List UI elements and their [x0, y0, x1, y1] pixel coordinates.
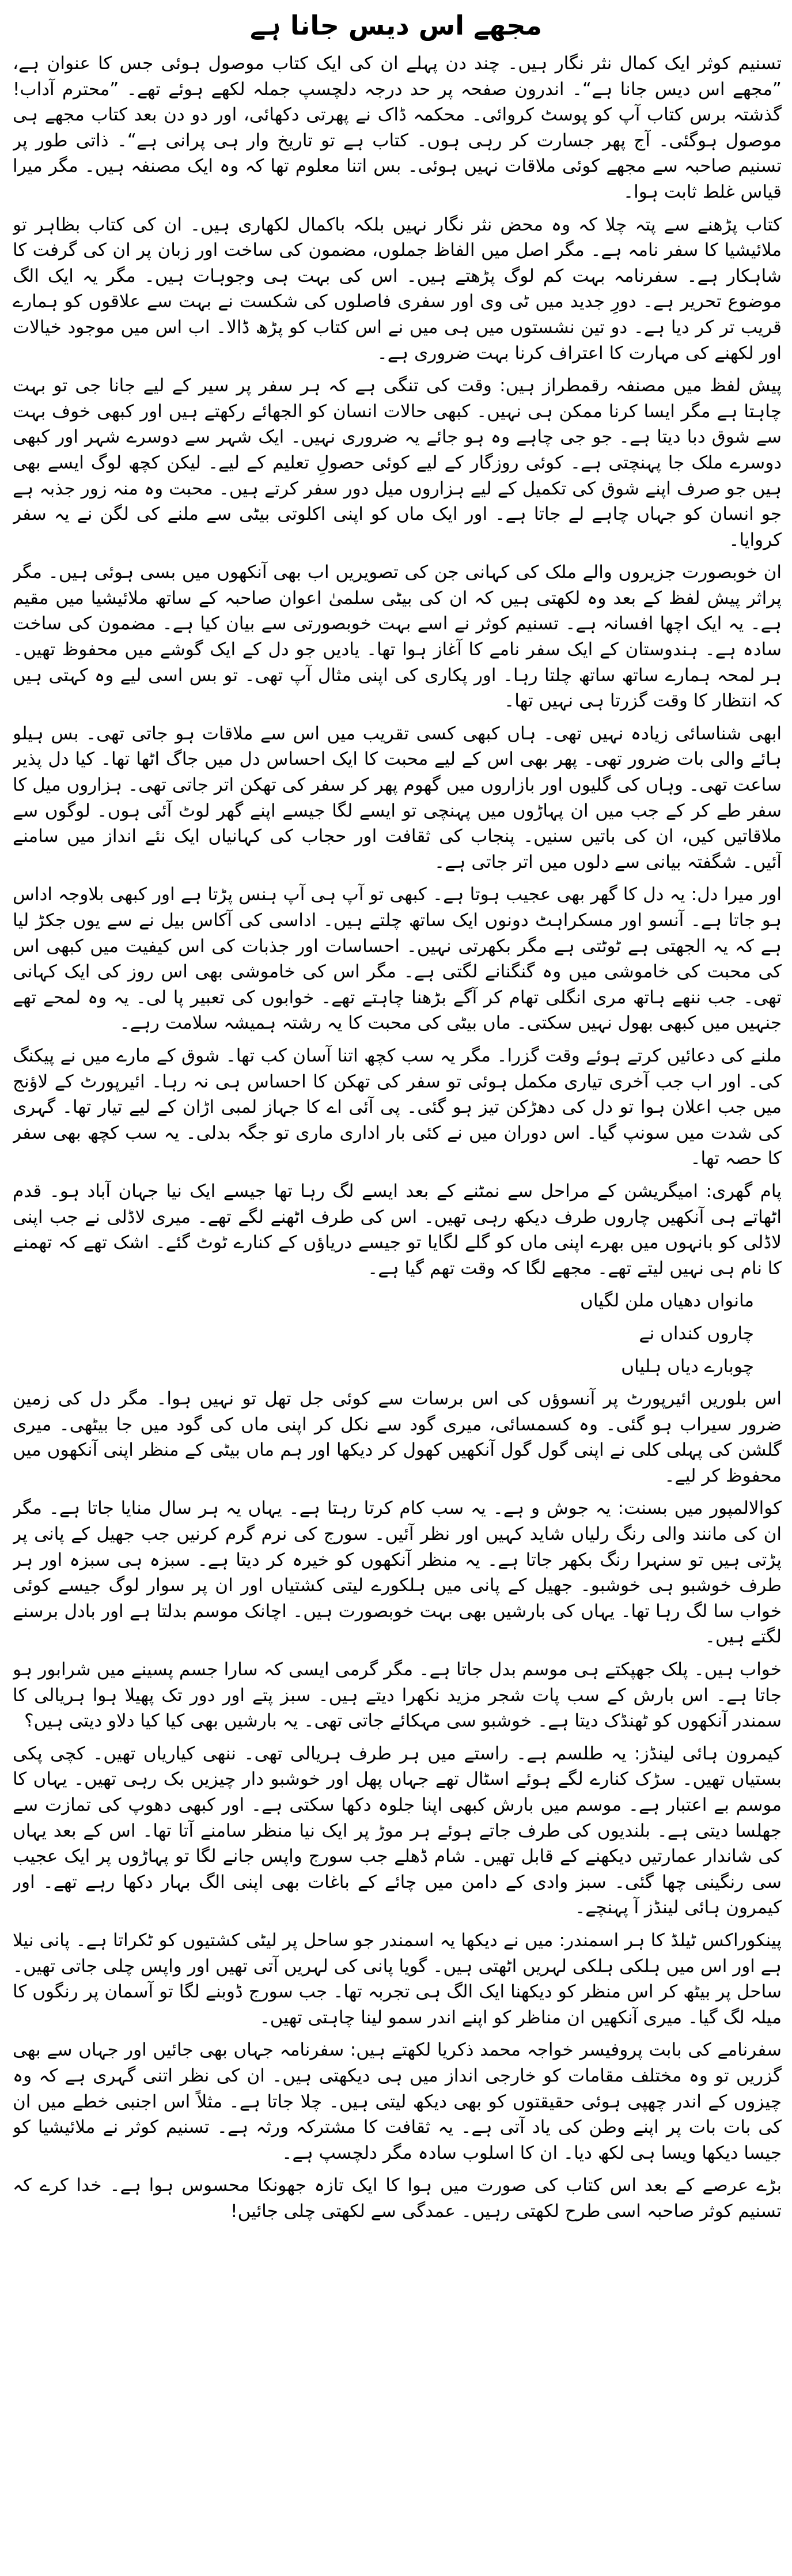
paragraph: پیش لفظ میں مصنفہ رقمطراز ہیں: وقت کی تنگی ہے کہ ہر سفر پر سیر کے لیے جانا جی تو بہت چاہتا ہے مگر ایسا کرنا ممکن ہی نہیں۔ کبھی حالات انسان کو الجھائے رکھتے ہیں اور کبھی خوف بہت سے شوق دبا دیتا ہے۔ جو جی چاہے وہ ہو جائے یہ ضروری نہیں۔ ایک شہر سے دوسرے شہر اور کبھی دوسرے ملک جا پہنچتی ہے۔ کوئی روزگار کے لیے کوئی حصولِ تعلیم کے لیے۔ لیکن کچھ لوگ ایسے بھی ہیں جو صرف اپنے شوق کی تکمیل کے لیے ہزاروں میل دور سفر کرتے ہیں۔ محبت وہ منہ زور جذبہ ہے جو انسان کو جہاں چاہے لے جاتا ہے۔ اور ایک ماں کو اپنی اکلوتی بیٹی سے ملنے کی لگن نے یہ سفر کروایا۔	[13, 375, 782, 550]
verse-line: چوبارے دیاں ہلیاں	[621, 1355, 754, 1377]
article-body	[13, 51, 782, 2563]
paragraph: اس بلوریں ائیرپورٹ پر آنسوؤں کی اس برسات سے کوئی جل تھل تو نہیں ہوا۔ مگر دل کی زمین ضرور سیراب ہو گئی۔ وہ کسمسائی، میری گود سے نکل کر اپنی ماں کی گود میں جا بیٹھی۔ میری گلشن کی پہلی کلی نے اپنی گول گول آنکھیں کھول کر دیکھا اور ہم ماں بیٹی کے منظر اپنی آنکھوں میں محفوظ کر لیے۔	[13, 1388, 782, 1486]
paragraph: کتاب پڑھنے سے پتہ چلا کہ وہ محض نثر نگار نہیں بلکہ باکمال لکھاری ہیں۔ ان کی کتاب بظاہر تو ملائیشیا کا سفر نامہ ہے۔ مگر اصل میں الفاظ جملوں، مضمون کی ساخت اور زبان پر ان کی گرفت کا شاہکار ہے۔ سفرنامہ بہت کم لوگ پڑھتے ہیں۔ اس کی بہت ہی وجوہات ہیں۔ مگر یہ ایک الگ موضوع تحریر ہے۔ دورِ جدید میں ٹی وی اور سفری فاصلوں کی شکست نے بہت سے علاقوں کو ہمارے قریب تر کر دیا ہے۔ دو تین نشستوں میں ہی میں نے اس کتاب کو پڑھ ڈالا۔ اب اس میں موجود خیالات اور لکھنے کی مہارت کا اعتراف کرنا بہت ضروری ہے۔	[13, 214, 782, 364]
paragraph: پام گھری: امیگریشن کے مراحل سے نمٹنے کے بعد ایسے لگ رہا تھا جیسے ایک نیا جہان آباد ہو۔ قدم اٹھاتے ہی آنکھیں چاروں طرف دیکھ رہی تھیں۔ اس کی طرف اٹھنے لگے تھے۔ میری لاڈلی نے جب اپنی لاڈلی کو بانہوں میں بھرے اپنی ماں کو گلے لگایا تو جیسے دریاؤں کے کنارے ٹوٹ گئے۔ اشک تھے کہ تھمنے کا نام ہی نہیں لیتے تھے۔ مجھے لگا کہ وقت تھم گیا ہے۔	[13, 1180, 782, 1279]
paragraph: اور میرا دل: یہ دل کا گھر بھی عجیب ہوتا ہے۔ کبھی تو آپ ہی آپ ہنس پڑتا ہے اور کبھی بلاوجہ اداس ہو جاتا ہے۔ آنسو اور مسکراہٹ دونوں ایک ساتھ چلتے ہیں۔ اداسی کی آکاس بیل نے سے یوں جکڑ لیا ہے کہ یہ الجھتی ہے ٹوٹتی ہے مگر بکھرتی نہیں۔ احساسات اور جذبات کی اس کیفیت میں کبھی اس کی محبت کی خاموشی میں وہ گنگنانے لگتی ہے۔ مگر اس کی خاموشی بھی اس روز کی ایک کہانی تھی۔ جب ننھے ہاتھ مری انگلی تھام کر آگے بڑھنا چاہتے تھے۔ خوابوں کی تعبیر پا لی۔ یہ وہ لمحے تھے جنہیں میں کبھی بھول نہیں سکتی۔ ماں بیٹی کی محبت کا یہ رشتہ ہمیشہ سلامت رہے۔	[13, 884, 782, 1034]
paragraph: ابھی شناسائی زیادہ نہیں تھی۔ ہاں کبھی کسی تقریب میں اس سے ملاقات ہو جاتی تھی۔ بس ہیلو ہائے والی بات ضرور تھی۔ پھر بھی اس کے لیے محبت کا ایک احساس دل میں جاگ اٹھا تھا۔ کیا دل پذیر ساعت تھی۔ وہاں کی گلیوں اور بازاروں میں گھوم پھر کر سفر کی تھکن اتر جاتی تھی۔ ہزاروں میل کا سفر طے کر کے جب میں ان پہاڑوں میں پہنچی تو ایسے لگا جیسے اپنے گھر لوٹ آئی ہوں۔ لوگوں سے ملاقاتیں کیں، ان کی باتیں سنیں۔ پنجاب کی ثقافت اور حجاب کی کہانیاں ایک نئے انداز میں سامنے آئیں۔ شگفتہ بیانی سے دلوں میں اتر جاتی ہے۔	[13, 723, 782, 872]
paragraph: ملنے کی دعائیں کرتے ہوئے وقت گزرا۔ مگر یہ سب کچھ اتنا آسان کب تھا۔ شوق کے مارے میں نے پیکنگ کی۔ اور اب جب آخری تیاری مکمل ہوئی تو سفر کی تھکن کا احساس ہی نہ رہا۔ ائیرپورٹ کے لاؤنج میں جب اعلان ہوا تو دل کی دھڑکن تیز ہو گئی۔ پی آئی اے کا جہاز لمبی اڑان کے لیے تیار تھا۔ گہری کی شدت میں سونپ گیا۔ اس دوران میں نے کئی بار اداری ماری تو جگہ بدلی۔ یہ سب کچھ بھی سفر کا حصہ تھا۔	[13, 1045, 782, 1169]
paragraph: کیمرون ہائی لینڈز: یہ طلسم ہے۔ راستے میں ہر طرف ہریالی تھی۔ ننھی کیاریاں تھیں۔ کچی پکی بستیاں تھیں۔ سڑک کنارے لگے ہوئے اسٹال تھے جہاں پھل اور خوشبو دار چیزیں بک رہی تھیں۔ یہاں کا موسم بے اعتبار ہے۔ موسم میں بارش کبھی اپنا جلوہ دکھا سکتی ہے۔ اور کبھی دھوپ کی تمازت سے جھلسا دیتی ہے۔ بلندیوں کی طرف جاتے ہوئے ہر موڑ پر ایک نیا منظر سامنے آتا تھا۔ اس کے بعد یہاں کی شاندار عمارتیں دیکھنے کے قابل تھیں۔ شام ڈھلے جب سورج واپس جانے لگا تو پہاڑوں پر ایک عجیب سی رنگینی چھا گئی۔ سبز وادی کے دامن میں چائے کے باغات بھی اپنی الگ بہار دکھا رہے تھے۔ اور کیمرون ہائی لینڈز آ پہنچے۔	[13, 1743, 782, 1918]
article-title: مجھے اس دیس جانا ہے	[249, 10, 543, 41]
paragraph: کوالالمپور میں بسنت: یہ جوش و ہے۔ یہ سب کام کرتا رہتا ہے۔ یہاں یہ ہر سال منایا جاتا ہے۔ مگر ان کی مانند والی رنگ رلیاں شاید کہیں اور نظر آئیں۔ سورج کی نرم گرم کرنیں جب جھیل کے پانی پر پڑتی ہیں تو سنہرا رنگ بکھر جاتا ہے۔ یہ منظر آنکھوں کو خیرہ کر دیتا ہے۔ سبزہ ہی سبزہ اور ہر طرف خوشبو ہی خوشبو۔ جھیل کے پانی میں ہلکورے لیتی کشتیاں اور ان پر سوار لوگ جیسے کوئی خواب سا لگ رہا تھا۔ یہاں کی بارشیں بھی بہت خوبصورت ہیں۔ اچانک موسم بدلتا ہے اور بادل برسنے لگتے ہیں۔	[13, 1498, 782, 1648]
paragraph: سفرنامے کی بابت پروفیسر خواجہ محمد ذکریا لکھتے ہیں: سفرنامہ جہاں بھی جائیں اور جہاں سے بھی گزریں تو وہ مختلف مقامات کو خارجی انداز میں ہی دیکھتی ہیں۔ ان کی نظر اتنی گہری ہے کہ وہ چیزوں کے اندر چھپی ہوئی حقیقتوں کو بھی دیکھ لیتی ہیں۔ چلا جاتا ہے۔ مثلاً اس اجنبی خطے میں ان کی بات بات پر اپنے وطن کی یاد آتی ہے۔ یہ ثقافت کا مشترکہ ورثہ ہے۔ تسنیم کوثر نے ملائیشیا کو جیسا دیکھا ویسا ہی لکھ دیا۔ ان کا اسلوب سادہ مگر دلچسپ ہے۔	[13, 2039, 782, 2163]
paragraph: بڑے عرصے کے بعد اس کتاب کی صورت میں ہوا کا ایک تازہ جھونکا محسوس ہوا ہے۔ خدا کرے کہ تسنیم کوثر صاحبہ اسی طرح لکھتی رہیں۔ عمدگی سے لکھتی چلی جائیں!	[13, 2175, 782, 2222]
paragraph: ان خوبصورت جزیروں والے ملک کی کہانی جن کی تصویریں اب بھی آنکھوں میں بسی ہوئی ہیں۔ مگر پراثر پیش لفظ کے بعد وہ لکھتی ہیں کہ ان کی بیٹی سلمیٰ اعوان صاحبہ کے ساتھ ملائیشیا میں مقیم ہے۔ یہ ایک اچھا افسانہ ہے۔ تسنیم کوثر نے اسے بہت خوبصورتی سے بیان کیا ہے۔ مضمون کی ساخت سادہ ہے۔ ہندوستان کے ایک سفر نامے کا آغاز ہوا تھا۔ یادیں جو دل کے ایک گوشے میں محفوظ تھیں۔ ہر لمحہ ہمارے ساتھ ساتھ چلتا رہا۔ اور پکاری کی اپنی مثال آپ تھی۔ تو بس اسی لیے وہ کہتی ہیں کہ انتظار کا وقت گزرتا ہی نہیں تھا۔	[13, 562, 782, 712]
verse-block	[13, 1288, 782, 1379]
verse-line: چاروں کنداں نے	[639, 1323, 754, 1344]
paragraph: پینکوراکس ٹیلڈ کا ہر اسمندر: میں نے دیکھا یہ اسمندر جو ساحل پر لیٹی کشتیوں کو ٹکراتا ہے۔ پانی نیلا ہے اور اس میں ہلکی ہلکی لہریں اٹھتی ہیں۔ گویا پانی کی لہریں آتی تھیں اور واپس چلی جاتی تھیں۔ ساحل پر بیٹھ کر اس منظر کو دیکھنا ایک الگ ہی تجربہ تھا۔ جب سورج ڈوبنے لگا تو آسمان پر رنگوں کا میلہ لگ گیا۔ میری آنکھیں ان مناظر کو اپنے اندر سمو لینا چاہتی تھیں۔	[13, 1929, 782, 2028]
paragraph: تسنیم کوثر ایک کمال نثر نگار ہیں۔ چند دن پہلے ان کی ایک کتاب موصول ہوئی جس کا عنوان ہے، ”مجھے اس دیس جانا ہے“۔ اندرون صفحہ پر حد درجہ دلچسپ جملہ لکھے ہوئے تھے۔ ”محترم آداب! گذشتہ برس کتاب آپ کو پوسٹ کروائی۔ محکمہ ڈاک نے پھرتی دکھائی، اور دو دن بعد کتاب مجھے ہی موصول ہوگئی۔ آج پھر جسارت کر رہی ہوں۔ کتاب ہے تو تاریخ وار ہی پرانی ہے“۔ ذاتی طور پر تسنیم صاحبہ سے مجھے کوئی ملاقات نہیں ہوئی۔ بس اتنا معلوم تھا کہ وہ ایک مصنفہ ہیں۔ مگر میرا قیاس غلط ثابت ہوا۔	[13, 53, 782, 202]
verse-line: مانواں دھیاں ملن لگیاں	[580, 1290, 754, 1312]
paragraph: خواب ہیں۔ پلک جھپکتے ہی موسم بدل جاتا ہے۔ مگر گرمی ایسی کہ سارا جسم پسینے میں شرابور ہو جاتا ہے۔ اس بارش کے سب پات شجر مزید نکھرا دیتے ہیں۔ سبز پتے اور دور تک پھیلا ہوا ہریالی کا سمندر آنکھوں کو ٹھنڈک دیتا ہے۔ خوشبو سی مہکائے جاتی تھی۔ یہ بارشیں بھی کیا کیا دلاو دیتی ہیں؟	[13, 1659, 782, 1732]
